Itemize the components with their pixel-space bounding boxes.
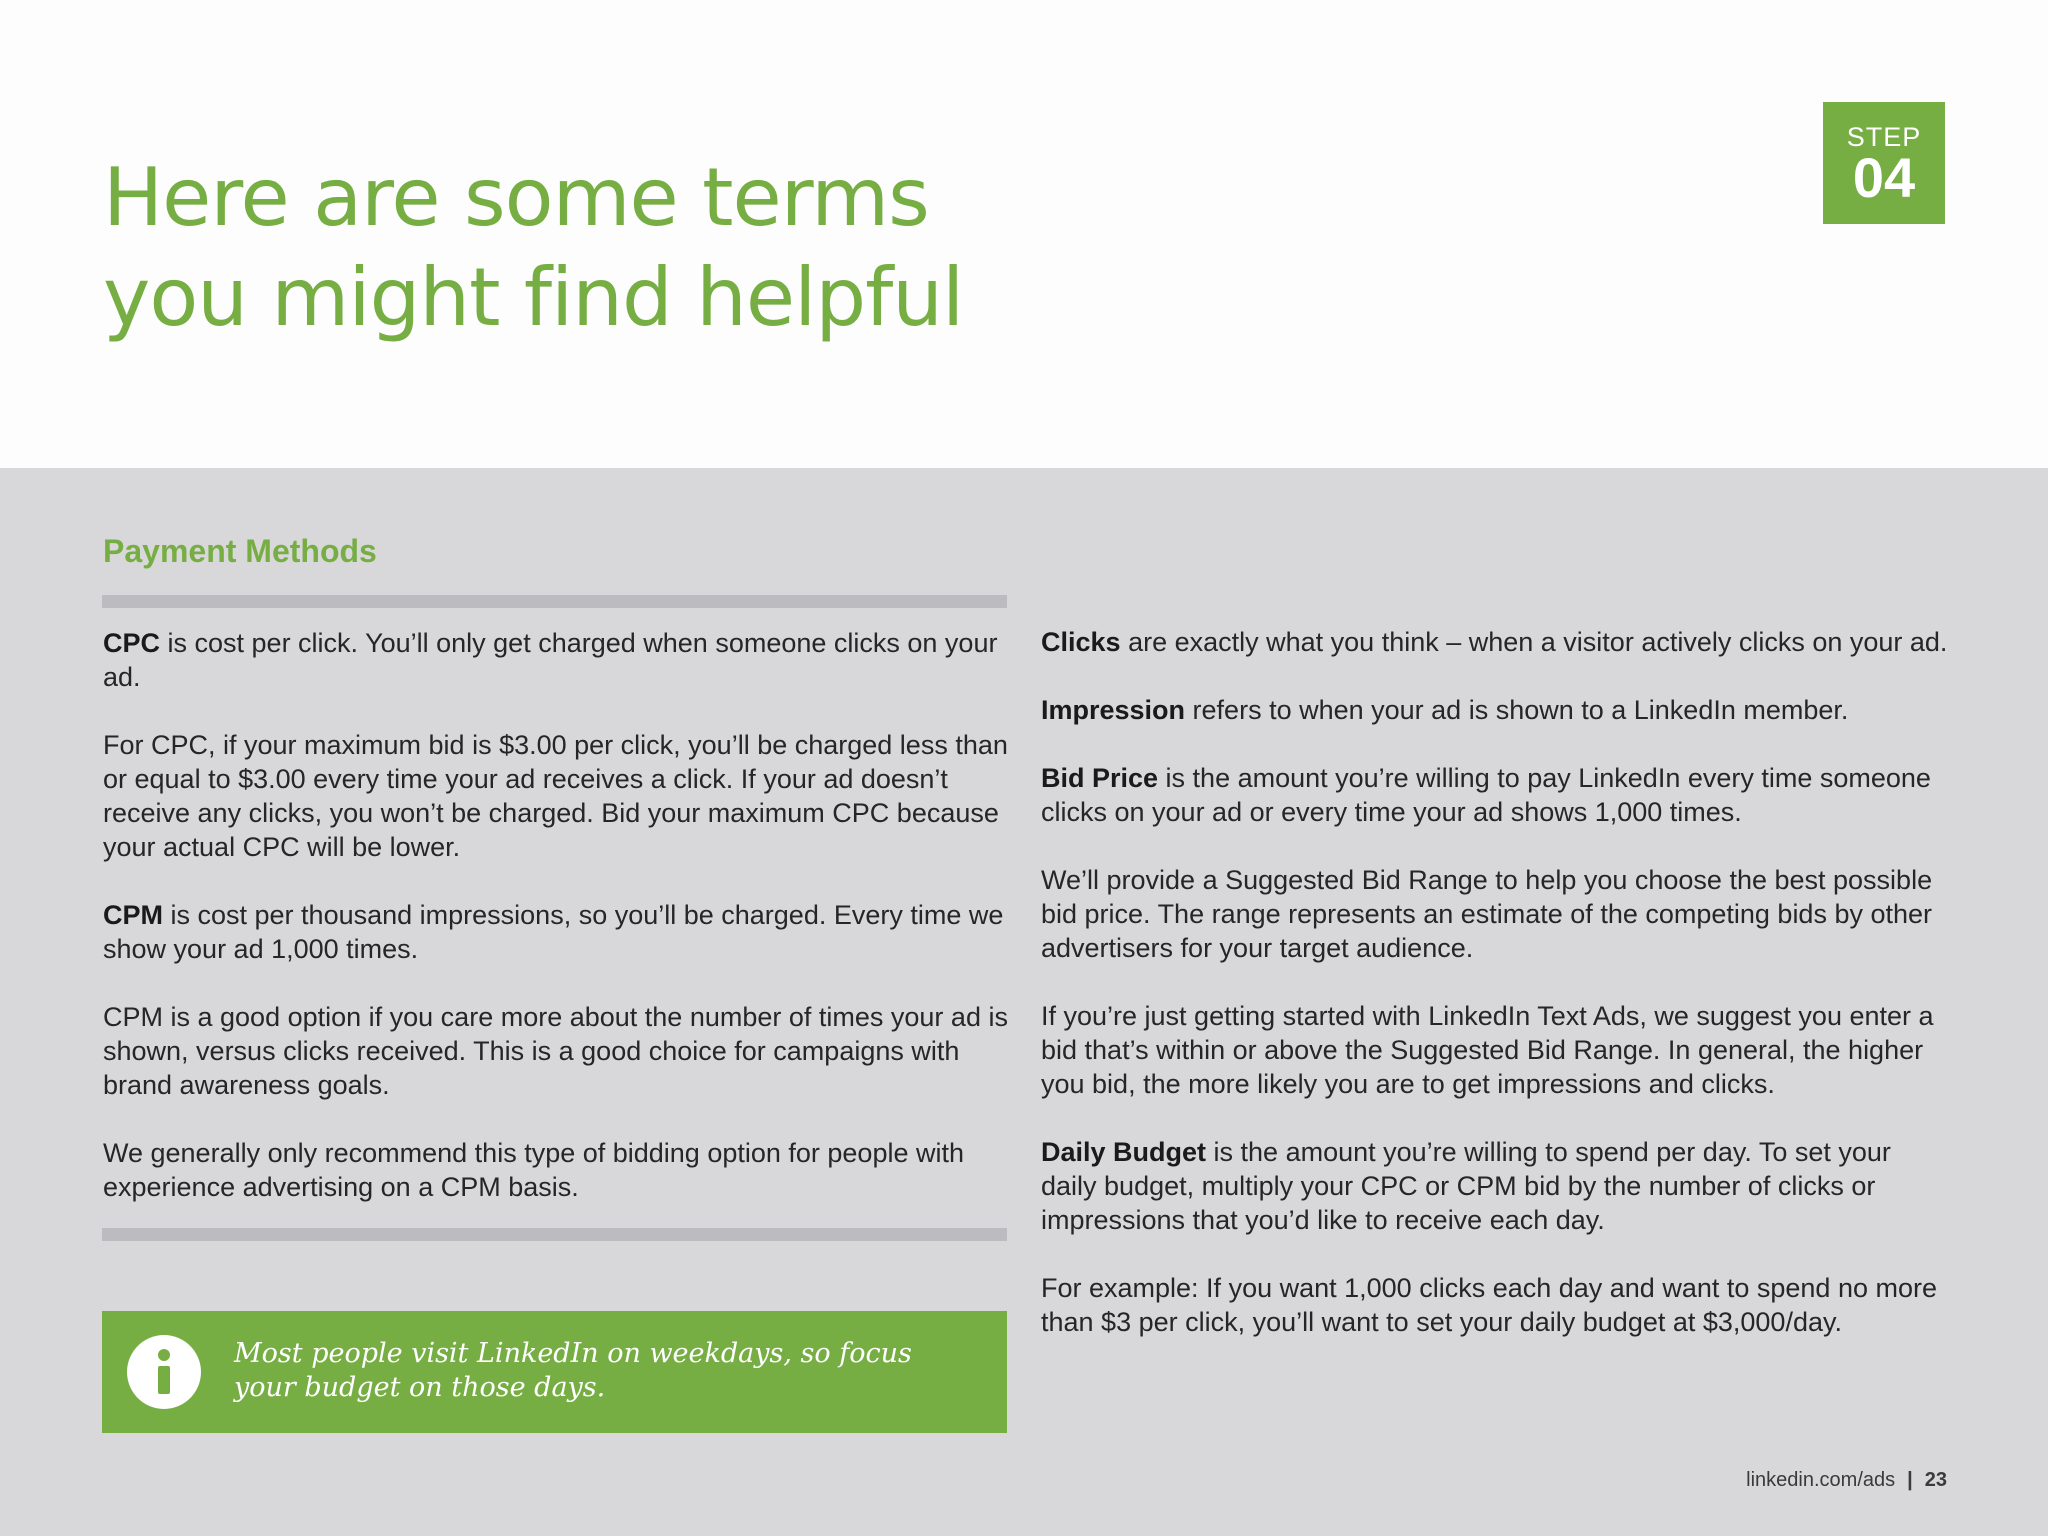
info-icon (127, 1335, 201, 1409)
daily-budget-definition (1041, 1135, 1951, 1237)
bid-price-definition (1041, 761, 1951, 829)
cpm-explanation: CPM is a good option if you care more about the number of times your ad is shown, versus clicks received. This is a good choice for campaigns with brand awareness goals. (103, 1002, 1008, 1100)
cpm-definition (103, 898, 1008, 966)
right-column (1041, 625, 1951, 1373)
impression-text: refers to when your ad is shown to a LinkedIn member. (1185, 695, 1849, 725)
page-title (103, 148, 963, 348)
cpc-explanation: For CPC, if your maximum bid is $3.00 per click, you’ll be charged less than or equal to $3.00 every time your ad receives a click. If your ad doesn’t receive any clicks, you won’t be charged. Bid your maximum CPC because your actual CPC will be lower. (103, 730, 1008, 862)
term-clicks: Clicks (1041, 627, 1121, 657)
cpc-text: is cost per click. You’ll only get charged when someone clicks on your ad. (103, 628, 998, 692)
cpc-definition (103, 626, 1008, 694)
step-label: STEP (1846, 122, 1922, 152)
tip-box (102, 1311, 1007, 1433)
section-title: Payment Methods (103, 533, 377, 569)
term-cpc: CPC (103, 628, 161, 658)
step-number: 04 (1852, 146, 1916, 209)
term-impression: Impression (1041, 695, 1186, 725)
header-area (0, 0, 2048, 468)
bid-price-text: is the amount you’re willing to pay LinkedIn every time someone clicks on your ad or every time your ad shows 1,000 times. (1041, 763, 1931, 827)
divider-bottom (102, 1228, 1007, 1241)
clicks-text: are exactly what you think – when a visitor actively clicks on your ad. (1120, 627, 1948, 657)
footer-url[interactable]: linkedin.com/ads (1746, 1469, 1896, 1491)
cpm-text: is cost per thousand impressions, so you’ll be charged. Every time we show your ad 1,000 times. (103, 900, 1004, 964)
cpm-recommendation: We generally only recommend this type of bidding option for people with experience advertising on a CPM basis. (103, 1138, 964, 1202)
term-daily-budget: Daily Budget (1041, 1137, 1207, 1167)
step-badge (1823, 102, 1945, 224)
budget-example: For example: If you want 1,000 clicks each day and want to spend no more than $3 per click, you’ll want to set your daily budget at $3,000/day. (1041, 1273, 1937, 1337)
impression-definition (1041, 693, 1951, 727)
left-column (103, 626, 1008, 1238)
tip-text: Most people visit LinkedIn on weekdays, so focus your budget on those days. (234, 1338, 912, 1403)
page-title-line-2: you might find helpful (103, 251, 964, 344)
term-bid-price: Bid Price (1041, 763, 1159, 793)
page-number: 23 (1924, 1469, 1947, 1491)
divider-top (102, 595, 1007, 608)
page-title-line-1: Here are some terms (103, 151, 929, 244)
page-footer (1746, 1469, 1947, 1492)
suggested-bid-range: We’ll provide a Suggested Bid Range to help you choose the best possible bid price. The range represents an estimate of the competing bids by other advertisers for your target audience. (1041, 865, 1933, 963)
term-cpm: CPM (103, 900, 163, 930)
getting-started-tip: If you’re just getting started with LinkedIn Text Ads, we suggest you enter a bid that’s within or above the Suggested Bid Range. In general, the higher you bid, the more likely you are to get impressions and clicks. (1041, 1001, 1934, 1099)
footer-separator: | (1907, 1469, 1913, 1491)
daily-budget-text: is the amount you’re willing to spend per day. To set your daily budget, multiply your CPC or CPM bid by the number of clicks or impressions that you’d like to receive each day. (1041, 1137, 1891, 1235)
clicks-definition (1041, 625, 1951, 659)
